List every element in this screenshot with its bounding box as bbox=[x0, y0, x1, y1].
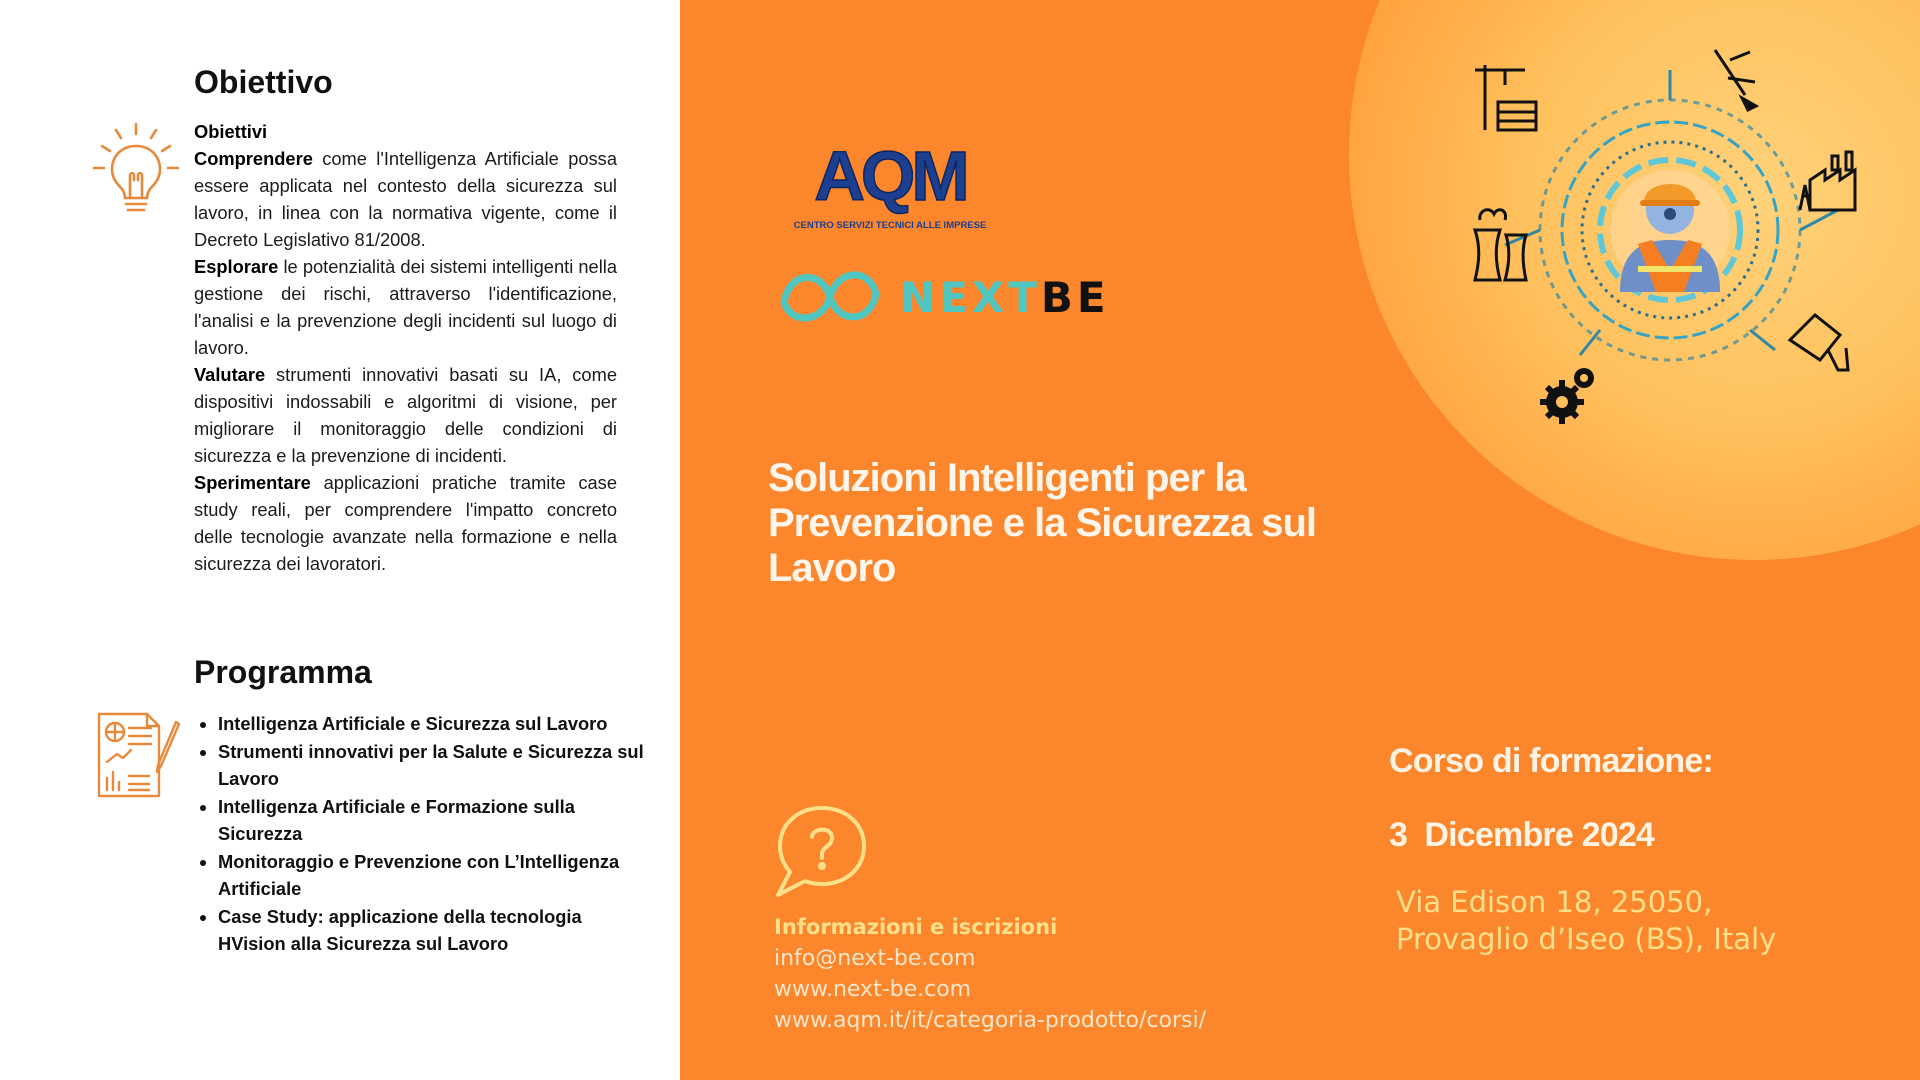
courses-link[interactable]: www.aqm.it/it/categoria-prodotto/corsi/ bbox=[774, 1008, 1206, 1033]
nextbe-logo bbox=[780, 262, 1120, 332]
right-panel bbox=[680, 0, 1920, 1080]
svg-text:AQM: AQM bbox=[814, 137, 966, 215]
left-panel bbox=[0, 0, 680, 1080]
objective-paragraph-3: Valutare strumenti innovativi basati su IA, come dispositivi indossabili e algoritmi di visione, per migliorare il monitoraggio delle condizioni di sicurezza e la prevenzione di incidenti. bbox=[194, 364, 617, 466]
program-item: • Intelligenza Artificiale e Sicurezza sul Lavoro bbox=[218, 710, 648, 737]
program-list bbox=[194, 710, 648, 958]
objective-text bbox=[194, 118, 617, 577]
factory-icon bbox=[1800, 152, 1855, 210]
website-link[interactable]: www.next-be.com bbox=[774, 977, 972, 1002]
objective-paragraph-4: Sperimentare applicazioni pratiche tramite case study reali, per comprendere l'impatto concreto delle tecnologie avanzate nella formazione e nella sicurezza dei lavoratori. bbox=[194, 472, 617, 574]
crane-icon bbox=[1475, 65, 1536, 130]
safety-worker-illustration bbox=[1460, 30, 1880, 450]
course-address bbox=[1396, 884, 1876, 958]
drill-icon bbox=[1715, 50, 1756, 110]
report-icon bbox=[95, 710, 185, 800]
main-title: Soluzioni Intelligenti per la Prevenzione e la Sicurezza sul Lavoro bbox=[768, 456, 1317, 590]
objective-paragraph-2: Esplorare le potenzialità dei sistemi intelligenti nella gestione dei rischi, attraverso l'identificazione, l'analisi e la prevenzione degli incidenti sul luogo di lavoro. bbox=[194, 256, 617, 358]
objective-paragraph-1: Comprendere come l'Intelligenza Artificiale possa essere applicata nel contesto della sicurezza sul lavoro, in linea con la normativa vigente, come il Decreto Legislativo 81/2008. bbox=[194, 148, 617, 250]
cement-bucket-icon bbox=[1790, 315, 1848, 370]
course-label: Corso di formazione: bbox=[1389, 742, 1714, 780]
objective-heading: Obiettivo bbox=[194, 64, 333, 100]
lightbulb-icon bbox=[90, 116, 182, 216]
objective-subheading: Obiettivi bbox=[194, 121, 268, 142]
program-item: • Strumenti innovativi per la Salute e Sicurezza sul Lavoro bbox=[218, 738, 648, 792]
svg-text:NEXTBE: NEXTBE bbox=[900, 273, 1110, 322]
program-item: • Monitoraggio e Prevenzione con L’Intelligenza Artificiale bbox=[218, 848, 648, 902]
program-item: • Intelligenza Artificiale e Formazione sulla Sicurezza bbox=[218, 793, 648, 847]
power-plant-icon bbox=[1475, 210, 1526, 280]
course-date: 3 Dicembre 2024 bbox=[1389, 816, 1655, 854]
email-link[interactable]: info@next-be.com bbox=[774, 946, 976, 971]
info-block bbox=[774, 912, 1334, 1036]
infinity-icon bbox=[784, 275, 876, 318]
info-title: Informazioni e iscrizioni bbox=[774, 915, 1058, 939]
gears-icon bbox=[1540, 368, 1594, 424]
address-line-2: Provaglio d’Iseo (BS), Italy bbox=[1396, 922, 1777, 956]
program-heading: Programma bbox=[194, 654, 372, 690]
question-bubble-icon bbox=[772, 800, 872, 900]
aqm-logo bbox=[790, 128, 990, 238]
address-line-1: Via Edison 18, 25050, bbox=[1396, 885, 1713, 919]
program-item: • Case Study: applicazione della tecnologia HVision alla Sicurezza sul Lavoro bbox=[218, 903, 648, 957]
svg-text:CENTRO SERVIZI TECNICI ALLE IM: CENTRO SERVIZI TECNICI ALLE IMPRESE bbox=[793, 220, 987, 231]
